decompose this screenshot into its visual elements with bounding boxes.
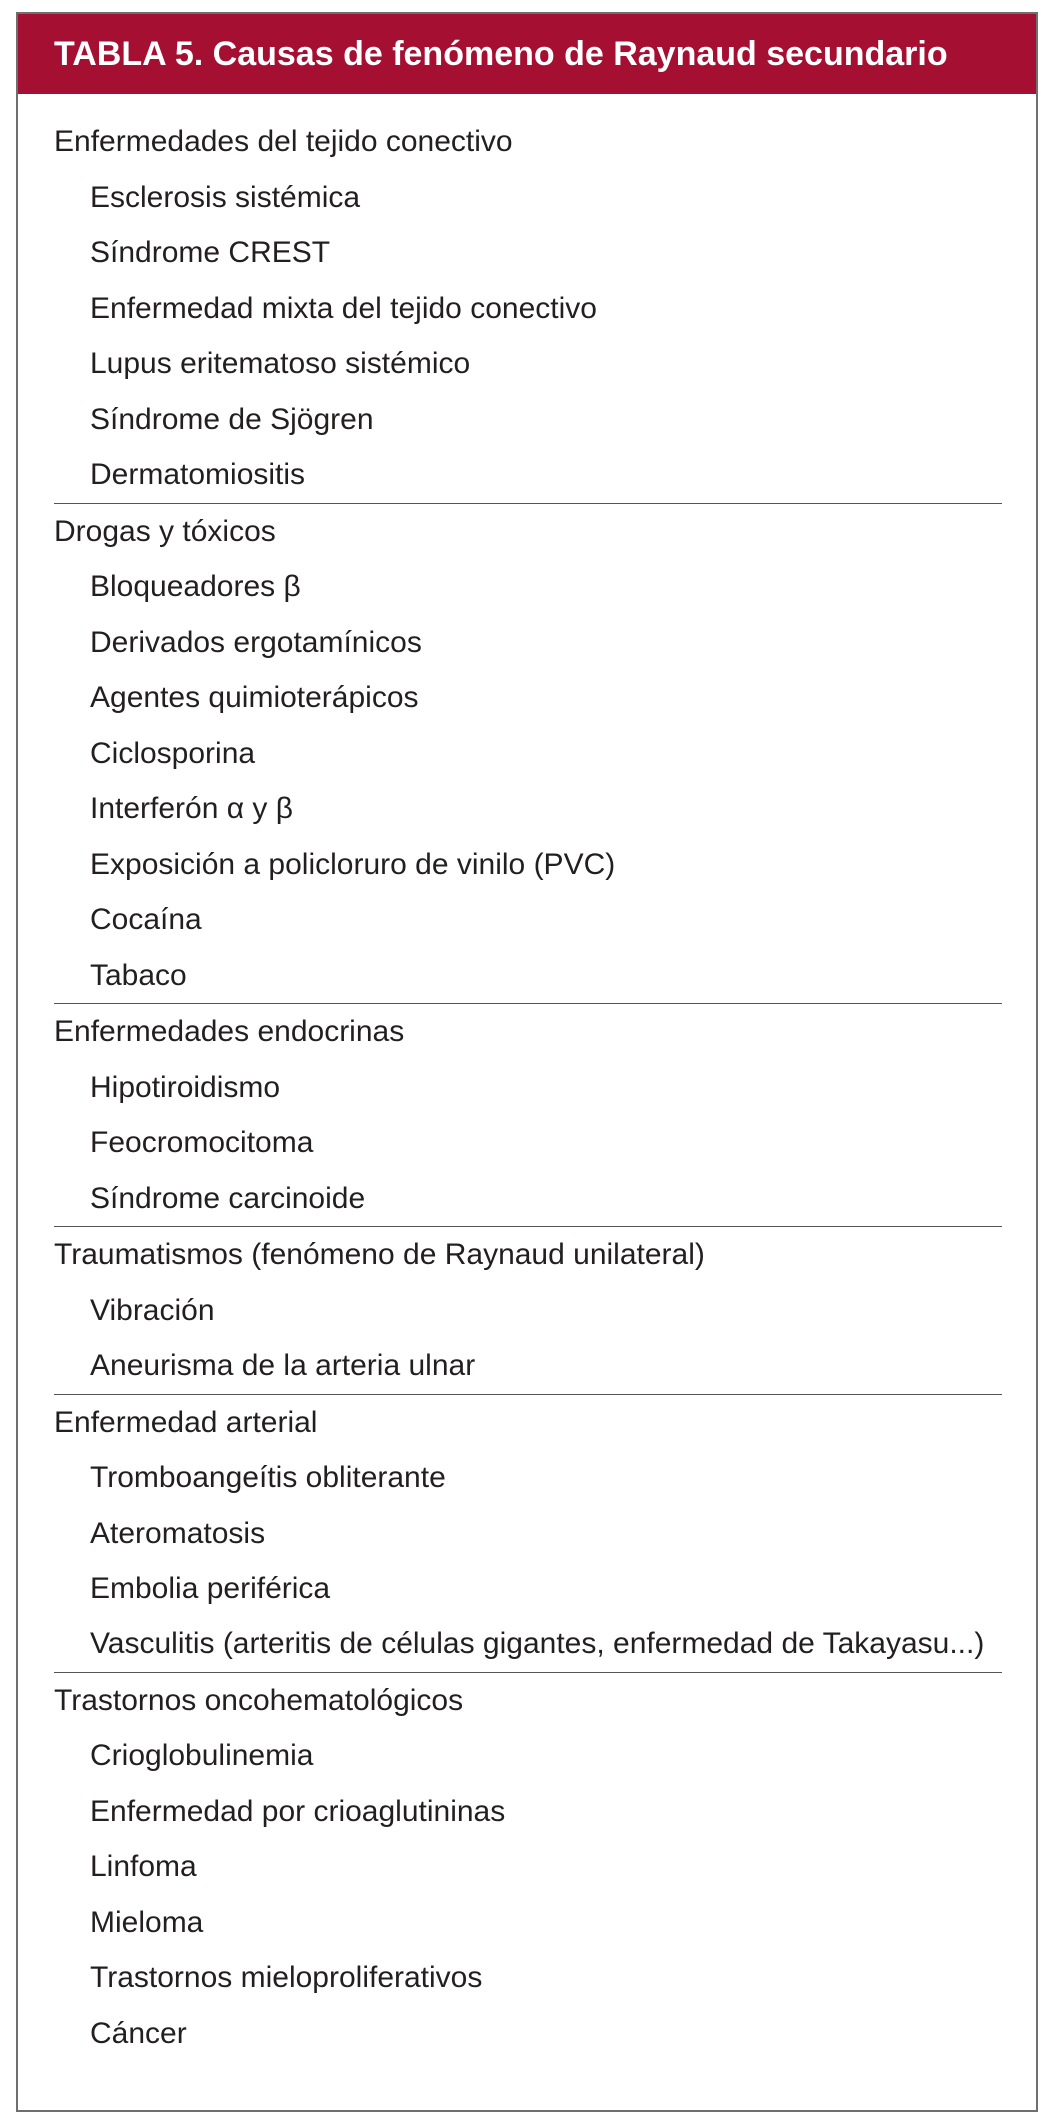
section-connective-tissue	[54, 114, 1002, 504]
section-title: Drogas y tóxicos	[54, 514, 276, 548]
list-item: Feocromocitoma	[90, 1126, 314, 1159]
list-item: Ciclosporina	[90, 736, 256, 770]
list-item: Enfermedad por crioaglutininas	[90, 1794, 506, 1828]
list-item: Cáncer	[90, 2016, 187, 2050]
section-endocrine	[54, 1004, 1002, 1227]
list-item: Exposición a policloruro de vinilo (PVC)	[90, 847, 616, 881]
list-item: Esclerosis sistémica	[90, 180, 361, 214]
list-item: Vibración	[90, 1293, 215, 1327]
list-item: Dermatomiositis	[90, 458, 306, 491]
list-item: Derivados ergotamínicos	[90, 625, 422, 659]
table-title: TABLA 5. Causas de fenómeno de Raynaud secundario	[18, 14, 1036, 94]
list-item: Síndrome de Sjögren	[90, 402, 374, 436]
list-item: Tabaco	[90, 958, 187, 992]
list-item: Lupus eritematoso sistémico	[90, 347, 471, 380]
list-item: Enfermedad mixta del tejido conectivo	[90, 291, 597, 325]
section-title: Trastornos oncohematológicos	[54, 1683, 464, 1717]
list-item: Hipotiroidismo	[90, 1070, 281, 1104]
section-title: Traumatismos (fenómeno de Raynaud unilateral)	[54, 1238, 705, 1271]
list-item: Cocaína	[90, 903, 202, 936]
list-item: Tromboangeítis obliterante	[90, 1461, 446, 1494]
section-title: Enfermedades del tejido conectivo	[54, 125, 513, 158]
list-item: Crioglobulinemia	[90, 1739, 314, 1772]
list-item: Trastornos mieloproliferativos	[90, 1961, 483, 1994]
list-item: Embolia periférica	[90, 1572, 331, 1605]
list-item: Linfoma	[90, 1850, 197, 1883]
section-title: Enfermedades endocrinas	[54, 1015, 405, 1048]
section-arterial	[54, 1395, 1002, 1673]
list-item: Interferón α y β	[90, 792, 294, 825]
table-container	[16, 12, 1038, 2112]
list-item: Mieloma	[90, 1905, 204, 1939]
list-item: Bloqueadores β	[90, 570, 301, 603]
section-drugs-toxics	[54, 504, 1002, 1005]
list-item: Síndrome carcinoide	[90, 1181, 366, 1215]
list-item: Aneurisma de la arteria ulnar	[90, 1349, 476, 1382]
section-oncohematologic	[54, 1673, 1002, 2062]
list-item: Ateromatosis	[90, 1516, 266, 1550]
section-trauma	[54, 1227, 1002, 1395]
table-body	[18, 114, 1036, 2061]
list-item: Agentes quimioterápicos	[90, 681, 419, 714]
list-item: Síndrome CREST	[90, 236, 331, 269]
list-item: Vasculitis (arteritis de células gigantes, enfermedad de Takayasu...)	[90, 1626, 985, 1660]
section-title: Enfermedad arterial	[54, 1405, 318, 1439]
